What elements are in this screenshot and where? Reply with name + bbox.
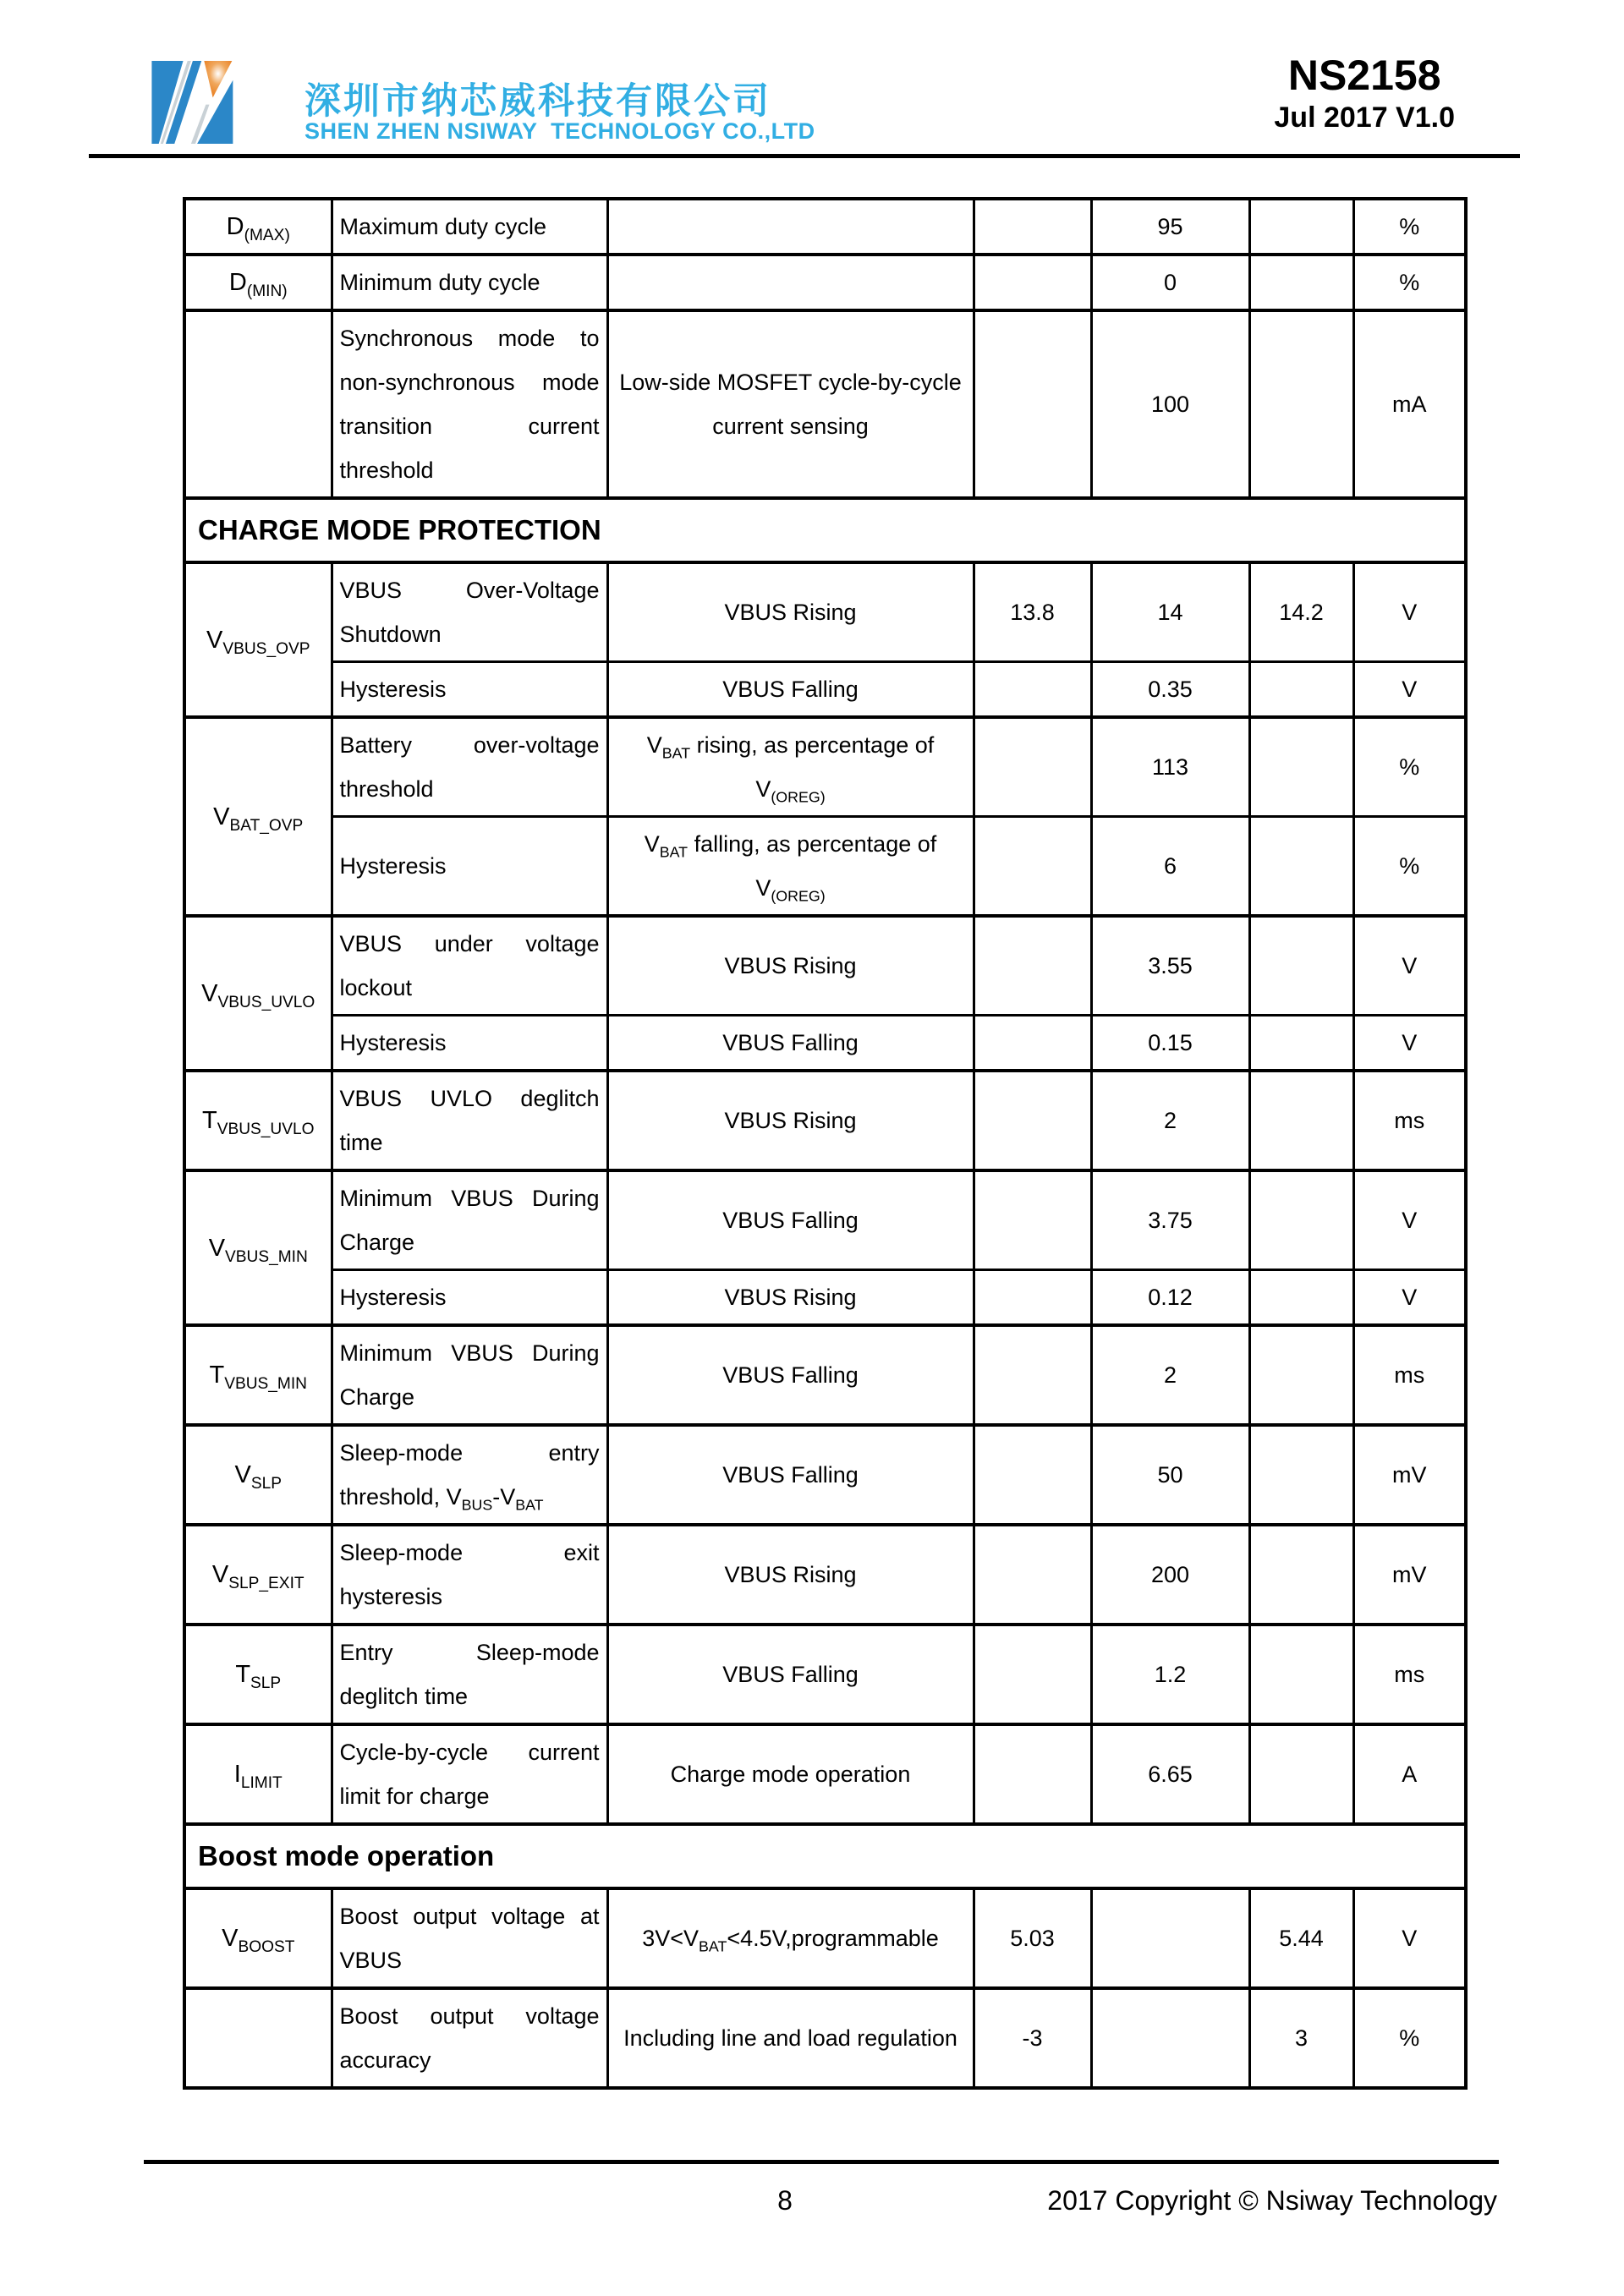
symbol-cell: $V_{BAT\_OVP}$ — [184, 717, 332, 916]
unit-cell: V — [1353, 562, 1466, 662]
document-revision: Jul 2017 V1.0 — [1274, 101, 1455, 134]
unit-cell: V — [1353, 1016, 1466, 1071]
typ-cell: 113 — [1091, 717, 1249, 817]
parameter-cell: Synchronous mode to non-synchronous mode transition current threshold — [332, 310, 607, 498]
condition-cell: Low-side MOSFET cycle-by-cycle current sensing — [607, 310, 974, 498]
unit-cell: V — [1353, 662, 1466, 718]
condition-cell — [607, 255, 974, 310]
min-cell — [974, 1325, 1091, 1425]
electrical-characteristics-table — [183, 197, 1468, 2090]
typ-cell: 2 — [1091, 1071, 1249, 1170]
typ-cell — [1091, 1888, 1249, 1988]
min-cell — [974, 662, 1091, 718]
condition-cell: $V_{BAT}$ rising, as percentage of $V_{(OREG)}$ — [607, 717, 974, 817]
symbol-cell — [184, 310, 332, 498]
symbol-cell: $V_{SLP\_EXIT}$ — [184, 1525, 332, 1625]
typ-cell: 3.75 — [1091, 1170, 1249, 1270]
section-header-row — [184, 498, 1466, 562]
unit-cell: A — [1353, 1724, 1466, 1824]
max-cell: 14.2 — [1249, 562, 1353, 662]
table-row — [184, 817, 1466, 917]
parameter-cell: Boost output voltage at VBUS — [332, 1888, 607, 1988]
table-row — [184, 1525, 1466, 1625]
nsiway-logo-icon — [148, 61, 243, 144]
symbol-cell — [184, 1988, 332, 2088]
parameter-cell: Minimum duty cycle — [332, 255, 607, 310]
parameter-cell: Hysteresis — [332, 817, 607, 917]
company-logo — [148, 61, 243, 144]
table-row — [184, 1724, 1466, 1824]
max-cell — [1249, 1325, 1353, 1425]
condition-cell: Charge mode operation — [607, 1724, 974, 1824]
typ-cell: 0 — [1091, 255, 1249, 310]
condition-cell: VBUS Falling — [607, 662, 974, 718]
table-row — [184, 662, 1466, 718]
max-cell: 3 — [1249, 1988, 1353, 2088]
unit-cell: % — [1353, 817, 1466, 917]
max-cell — [1249, 199, 1353, 255]
typ-cell: 14 — [1091, 562, 1249, 662]
table-row — [184, 1270, 1466, 1326]
condition-cell: Including line and load regulation — [607, 1988, 974, 2088]
parameter-cell: Sleep-mode exit hysteresis — [332, 1525, 607, 1625]
table-row — [184, 1170, 1466, 1270]
max-cell — [1249, 255, 1353, 310]
condition-cell: VBUS Rising — [607, 562, 974, 662]
parameter-cell: Entry Sleep-mode deglitch time — [332, 1625, 607, 1724]
min-cell — [974, 310, 1091, 498]
typ-cell: 0.15 — [1091, 1016, 1249, 1071]
table-row — [184, 199, 1466, 255]
typ-cell: 100 — [1091, 310, 1249, 498]
min-cell — [974, 1016, 1091, 1071]
max-cell — [1249, 1016, 1353, 1071]
footer-divider — [144, 2160, 1499, 2164]
table-row — [184, 1988, 1466, 2088]
table-row — [184, 1016, 1466, 1071]
table-row — [184, 1325, 1466, 1425]
section-title: CHARGE MODE PROTECTION — [184, 498, 1466, 562]
unit-cell: ms — [1353, 1325, 1466, 1425]
parameter-cell: Cycle-by-cycle current limit for charge — [332, 1724, 607, 1824]
condition-cell: VBUS Falling — [607, 1325, 974, 1425]
parameter-cell: Minimum VBUS During Charge — [332, 1170, 607, 1270]
unit-cell: % — [1353, 255, 1466, 310]
min-cell — [974, 1525, 1091, 1625]
min-cell — [974, 717, 1091, 817]
condition-cell: $3V<V_{BAT}<4.5V,programmable$ — [607, 1888, 974, 1988]
min-cell: -3 — [974, 1988, 1091, 2088]
typ-cell — [1091, 1988, 1249, 2088]
parameter-cell: Maximum duty cycle — [332, 199, 607, 255]
min-cell — [974, 1270, 1091, 1326]
document-id-block — [1274, 51, 1455, 135]
parameter-cell: VBUS UVLO deglitch time — [332, 1071, 607, 1170]
min-cell — [974, 1425, 1091, 1525]
condition-cell: VBUS Falling — [607, 1016, 974, 1071]
typ-cell: 50 — [1091, 1425, 1249, 1525]
unit-cell: % — [1353, 1988, 1466, 2088]
parameter-cell: Sleep-mode entry threshold, $V_{BUS}-V_{BAT}$ — [332, 1425, 607, 1525]
page-number: 8 — [777, 2185, 793, 2216]
unit-cell: ms — [1353, 1071, 1466, 1170]
table-row — [184, 310, 1466, 498]
max-cell — [1249, 310, 1353, 498]
parameter-cell: VBUS under voltage lockout — [332, 916, 607, 1016]
symbol-cell: $D_{(MIN)}$ — [184, 255, 332, 310]
min-cell — [974, 1625, 1091, 1724]
min-cell — [974, 1071, 1091, 1170]
typ-cell: 6 — [1091, 817, 1249, 917]
unit-cell: % — [1353, 199, 1466, 255]
min-cell — [974, 1724, 1091, 1824]
unit-cell: V — [1353, 1888, 1466, 1988]
symbol-cell: $V_{VBUS\_UVLO}$ — [184, 916, 332, 1071]
typ-cell: 95 — [1091, 199, 1249, 255]
typ-cell: 1.2 — [1091, 1625, 1249, 1724]
table-row — [184, 916, 1466, 1016]
max-cell — [1249, 717, 1353, 817]
min-cell — [974, 817, 1091, 917]
header-divider — [89, 154, 1520, 158]
table-row — [184, 1625, 1466, 1724]
symbol-cell: $V_{SLP}$ — [184, 1425, 332, 1525]
condition-cell — [607, 199, 974, 255]
parameter-cell: Hysteresis — [332, 662, 607, 718]
max-cell: 5.44 — [1249, 1888, 1353, 1988]
max-cell — [1249, 1425, 1353, 1525]
company-name-chinese: 深圳市纳芯威科技有限公司 — [304, 81, 771, 122]
parameter-cell: VBUS Over-Voltage Shutdown — [332, 562, 607, 662]
unit-cell: V — [1353, 1270, 1466, 1326]
parameter-cell: Hysteresis — [332, 1270, 607, 1326]
table-row — [184, 255, 1466, 310]
table-row — [184, 717, 1466, 817]
min-cell — [974, 1170, 1091, 1270]
parameter-cell: Battery over-voltage threshold — [332, 717, 607, 817]
table-row — [184, 562, 1466, 662]
max-cell — [1249, 817, 1353, 917]
typ-cell: 3.55 — [1091, 916, 1249, 1016]
max-cell — [1249, 1071, 1353, 1170]
part-number: NS2158 — [1287, 52, 1441, 99]
condition-cell: $V_{BAT}$ falling, as percentage of $V_{(OREG)}$ — [607, 817, 974, 917]
min-cell — [974, 255, 1091, 310]
max-cell — [1249, 1525, 1353, 1625]
condition-cell: VBUS Rising — [607, 1525, 974, 1625]
parameter-cell: Boost output voltage accuracy — [332, 1988, 607, 2088]
symbol-cell: $T_{VBUS\_MIN}$ — [184, 1325, 332, 1425]
symbol-cell: $T_{VBUS\_UVLO}$ — [184, 1071, 332, 1170]
condition-cell: VBUS Falling — [607, 1170, 974, 1270]
max-cell — [1249, 1724, 1353, 1824]
table-row — [184, 1888, 1466, 1988]
max-cell — [1249, 1170, 1353, 1270]
condition-cell: VBUS Rising — [607, 1071, 974, 1170]
min-cell — [974, 199, 1091, 255]
max-cell — [1249, 1270, 1353, 1326]
symbol-cell: $V_{BOOST}$ — [184, 1888, 332, 1988]
max-cell — [1249, 1625, 1353, 1724]
symbol-cell: $V_{VBUS\_OVP}$ — [184, 562, 332, 717]
unit-cell: V — [1353, 1170, 1466, 1270]
min-cell: 5.03 — [974, 1888, 1091, 1988]
unit-cell: mV — [1353, 1425, 1466, 1525]
unit-cell: mA — [1353, 310, 1466, 498]
typ-cell: 2 — [1091, 1325, 1249, 1425]
unit-cell: V — [1353, 916, 1466, 1016]
symbol-cell: $V_{VBUS\_MIN}$ — [184, 1170, 332, 1325]
condition-cell: VBUS Rising — [607, 916, 974, 1016]
section-header-row — [184, 1824, 1466, 1888]
table-row — [184, 1425, 1466, 1525]
parameter-cell: Hysteresis — [332, 1016, 607, 1071]
max-cell — [1249, 662, 1353, 718]
copyright-notice: 2017 Copyright © Nsiway Technology — [1047, 2185, 1497, 2216]
unit-cell: mV — [1353, 1525, 1466, 1625]
max-cell — [1249, 916, 1353, 1016]
condition-cell: VBUS Falling — [607, 1425, 974, 1525]
unit-cell: % — [1353, 717, 1466, 817]
typ-cell: 0.35 — [1091, 662, 1249, 718]
typ-cell: 0.12 — [1091, 1270, 1249, 1326]
parameter-cell: Minimum VBUS During Charge — [332, 1325, 607, 1425]
typ-cell: 6.65 — [1091, 1724, 1249, 1824]
typ-cell: 200 — [1091, 1525, 1249, 1625]
condition-cell: VBUS Falling — [607, 1625, 974, 1724]
min-cell — [974, 916, 1091, 1016]
symbol-cell: $D_{(MAX)}$ — [184, 199, 332, 255]
table-row — [184, 1071, 1466, 1170]
company-name-english: SHEN ZHEN NSIWAY TECHNOLOGY CO.,LTD — [304, 118, 815, 144]
symbol-cell: $T_{SLP}$ — [184, 1625, 332, 1724]
min-cell: 13.8 — [974, 562, 1091, 662]
condition-cell: VBUS Rising — [607, 1270, 974, 1326]
unit-cell: ms — [1353, 1625, 1466, 1724]
section-title: Boost mode operation — [184, 1824, 1466, 1888]
symbol-cell: $I_{LIMIT}$ — [184, 1724, 332, 1824]
